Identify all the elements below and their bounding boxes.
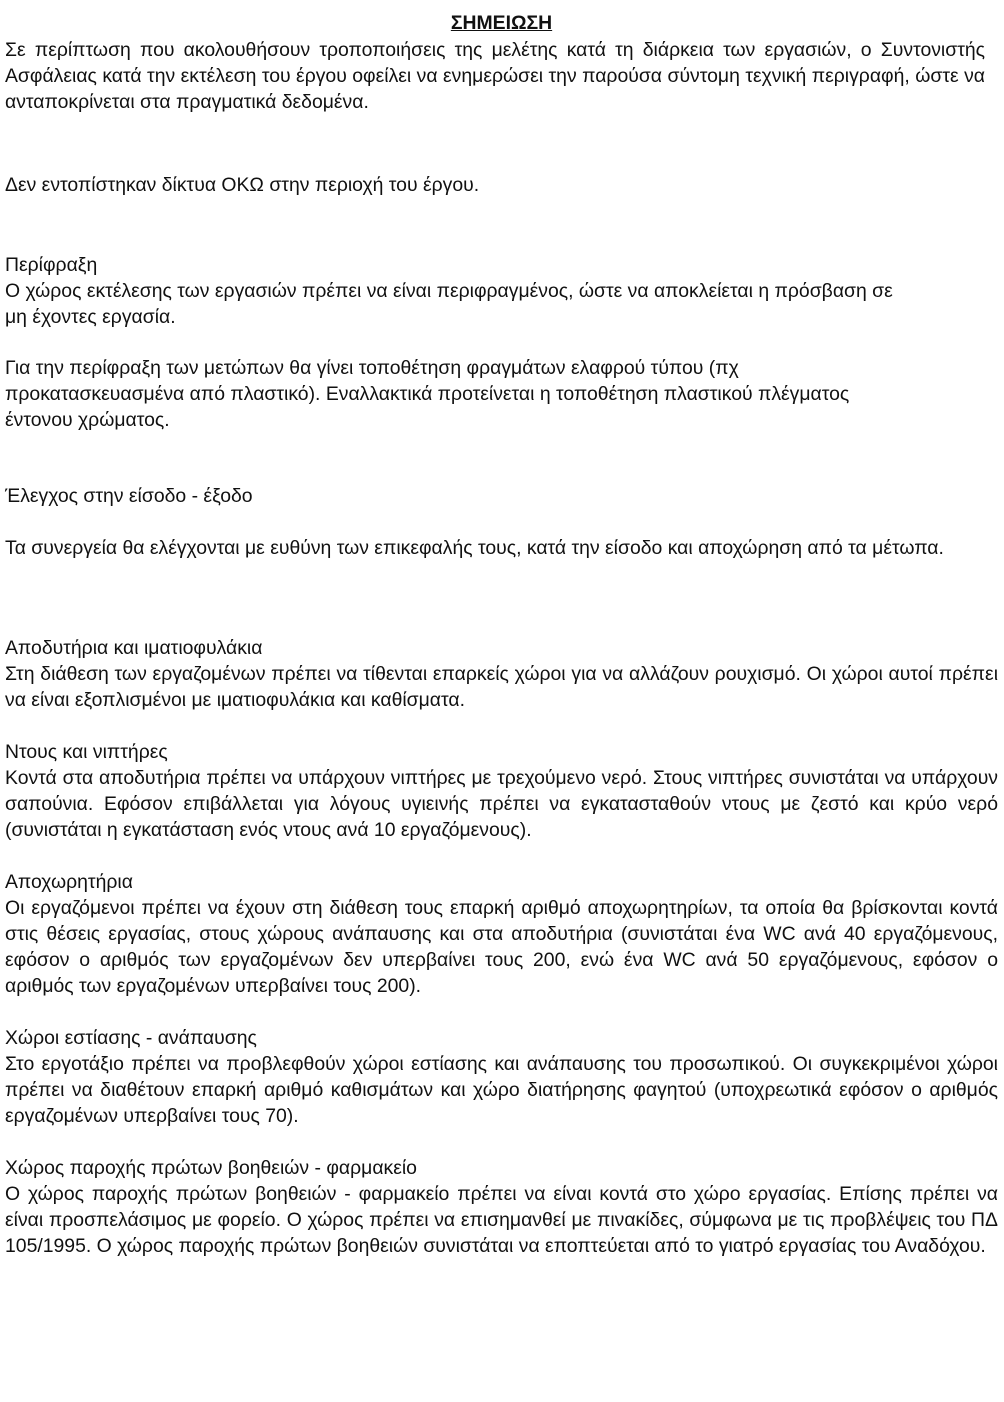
changing-rooms-paragraph: Στη διάθεση των εργαζομένων πρέπει να τίθενται επαρκείς χώροι για να αλλάζουν ρουχισμό. Οι χώροι αυτοί πρέπει να είναι εξοπλισμένοι με ιματιοφυλάκια και καθίσματα. <box>5 663 998 711</box>
document-title: ΣΗΜΕΙΩΣΗ <box>450 12 553 34</box>
toilets-heading: Αποχωρητήρια <box>5 871 133 893</box>
entry-control-heading: Έλεγχος στην είσοδο - έξοδο <box>5 485 253 507</box>
dining-paragraph: Στο εργοτάξιο πρέπει να προβλεφθούν χώροι εστίασης και ανάπαυσης του προσωπικού. Οι συγκεκριμένοι χώροι πρέπει να διαθέτουν επαρκή αριθμό καθισμάτων και χώρο διατήρησης φαγητού (υποχρεωτικά εφόσον ο αριθμός εργαζομένων υπερβαίνει τους 70). <box>5 1053 998 1127</box>
document-page <box>5 10 998 1259</box>
changing-rooms-heading: Αποδυτήρια και ιματιοφυλάκια <box>5 637 263 659</box>
fencing-paragraph-2: Για την περίφραξη των μετώπων θα γίνει τοποθέτηση φραγμάτων ελαφρού τύπου (πχ προκατασκευασμένα από πλαστικό). Εναλλακτικά προτείνεται η τοποθέτηση πλαστικού πλέγματος έντονου χρώματος. <box>5 357 850 431</box>
first-aid-paragraph: Ο χώρος παροχής πρώτων βοηθειών - φαρμακείο πρέπει να είναι κοντά στο χώρο εργασίας. Επίσης πρέπει να είναι προσπελάσιμος με φορείο. Ο χώρος πρέπει να επισημανθεί με πινακίδες, σύμφωνα με τις προβλέψεις του ΠΔ 105/1995. Ο χώρος παροχής πρώτων βοηθειών συνιστάται να εποπτεύεται από το γιατρό εργασίας του Αναδόχου. <box>5 1183 998 1257</box>
showers-heading: Ντους και νιπτήρες <box>5 741 168 763</box>
showers-paragraph: Κοντά στα αποδυτήρια πρέπει να υπάρχουν νιπτήρες με τρεχούμενο νερό. Στους νιπτήρες συνιστάται να υπάρχουν σαπούνια. Εφόσον επιβάλλεται για λόγους υγιεινής πρέπει να εγκατασταθούν ντους με ζεστό και κρύο νερό (συνιστάται η εγκατάσταση ενός ντους ανά 10 εργαζόμενους). <box>5 767 998 841</box>
fencing-paragraph-1: Ο χώρος εκτέλεσης των εργασιών πρέπει να είναι περιφραγμένος, ώστε να αποκλείεται η πρόσβαση σε μη έχοντες εργασία. <box>5 280 893 328</box>
toilets-paragraph: Οι εργαζόμενοι πρέπει να έχουν στη διάθεση τους επαρκή αριθμό αποχωρητηρίων, τα οποία θα βρίσκονται κοντά στις θέσεις εργασίας, στους χώρους ανάπαυσης και στα αποδυτήρια (συνιστάται ένα WC ανά 40 εργαζόμενους, εφόσον ο αριθμός των εργαζομένων δεν υπερβαίνει τους 200, ενώ ένα WC ανά 50 εργαζόμενους, εφόσον ο αριθμός των εργαζομένων υπερβαίνει τους 200). <box>5 897 998 997</box>
entry-control-paragraph: Τα συνεργεία θα ελέγχονται με ευθύνη των επικεφαλής τους, κατά την είσοδο και αποχώρηση από τα μέτωπα. <box>5 537 944 559</box>
dining-heading: Χώροι εστίασης - ανάπαυσης <box>5 1027 257 1049</box>
first-aid-heading: Χώρος παροχής πρώτων βοηθειών - φαρμακείο <box>5 1157 417 1179</box>
oko-paragraph: Δεν εντοπίστηκαν δίκτυα ΟΚΩ στην περιοχή του έργου. <box>5 174 480 196</box>
fencing-heading: Περίφραξη <box>5 254 98 276</box>
note-paragraph: Σε περίπτωση που ακολουθήσουν τροποποιήσεις της μελέτης κατά τη διάρκεια των εργασιών, ο Συντονιστής Ασφάλειας κατά την εκτέλεση του έργου οφείλει να ενημερώσει την παρούσα σύντομη τεχνική περιγραφή, ώστε να ανταποκρίνεται στα πραγματικά δεδομένα. <box>5 39 985 113</box>
